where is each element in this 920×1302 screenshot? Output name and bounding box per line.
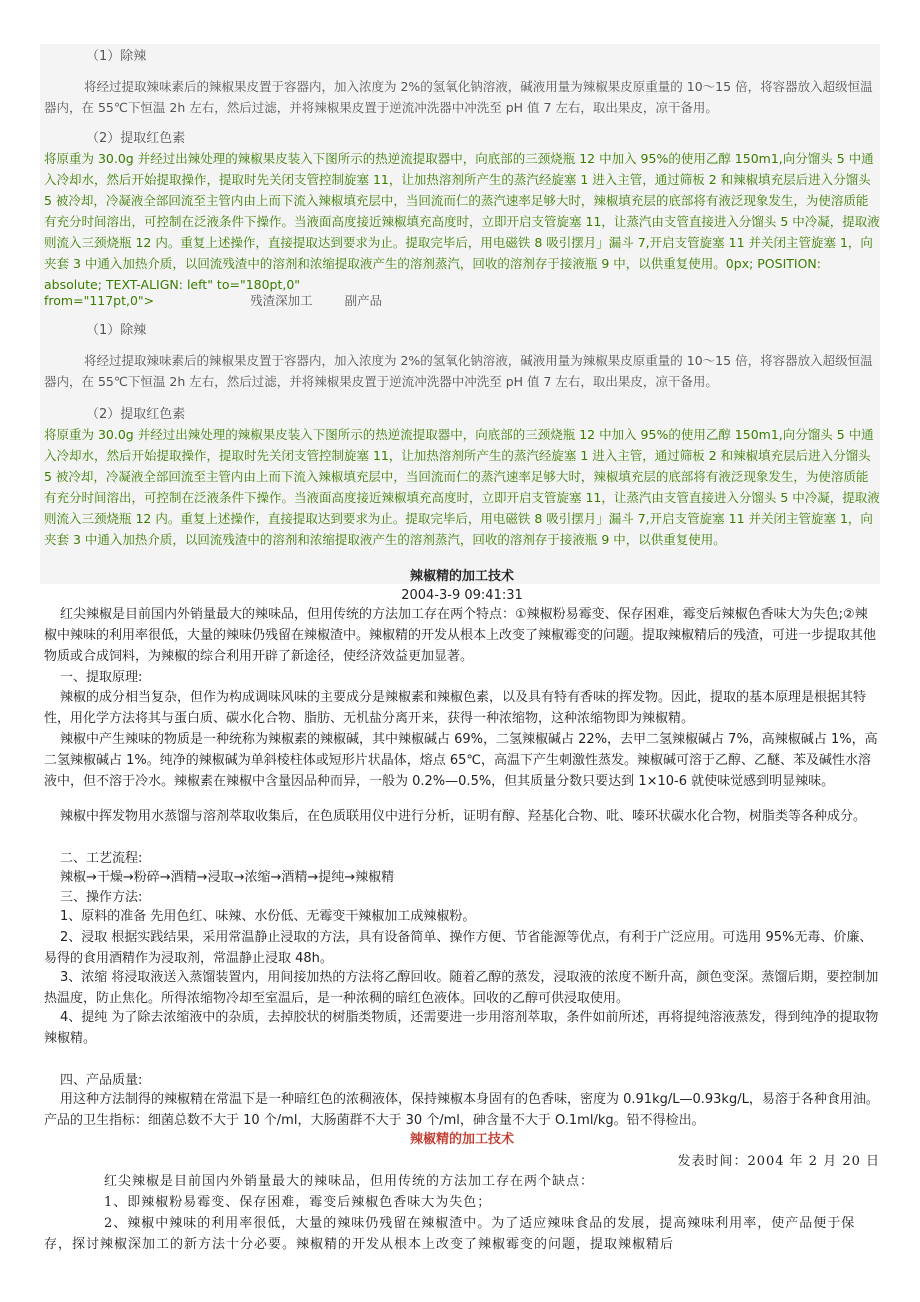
- article1-principle-p3: 辣椒中挥发物用水蒸馏与溶剂萃取收集后，在色质联用仪中进行分析，证明有醇、羟基化合物、吡、嗪环状碳水化合物，树脂类等各种成分。: [60, 809, 867, 824]
- excerpt-step2-text: 将原重为 30.0g 并经过出辣处理的辣椒果皮装入下图所示的热逆流提取器中，向底部的三颈烧瓶 12 中加入 95%的使用乙醇 150m1,向分馏头 5 中通入冷却水，然后开始提取操作，提取时先关闭支管控制旋塞 11，让加热溶剂所产生的蒸汽经旋塞 1 进入主管，通过筛板 2 和辣椒填充层后进入分馏头 5 被冷却，冷凝液全部回流至主管内由上而下流入辣椒填充层中，当回流而仁的蒸汽速率足够大时，辣椒填充层的底部将有液泛现象发生，为使溶质能有充分时间溶出，可控制在泛液条件下操作。当液面高度接近辣椒填充高度时，立即开启支管旋塞 11，让蒸汽由支管直接进入分馏头 5 中冷凝，提取液则流入三颈烧瓶 12 内。重复上述操作，直接提取达到要求为止。提取完毕后，用电磁铁 8 吸引摆月」漏斗 7,开启支管旋塞 11 并关闭主管旋塞 1，向夹套 3 中通入加热介质，以回流残渣中的溶剂和浓缩提取液产生的溶剂蒸汽，回收的溶剂存于接液瓶 9 中，以供重复使用。0px; POSITION: absolute; TEXT-ALIGN: left" to="180pt,0": [44, 151, 880, 292]
- article1-step-1: 1、原料的准备 先用色红、味辣、水份低、无霉变干辣椒加工成辣椒粉。: [60, 909, 476, 924]
- article1-step-3: 3、浓缩 将浸取液送入蒸馏装置内，用间接加热的方法将乙醇回收。随着乙醇的蒸发，浸取液的浓度不断升高，颜色变深。蒸馏后期，要控制加热温度，防止焦化。所得浓缩物冷却至室温后，是一种浓稠的暗红色液体。回收的乙醇可供浸取使用。: [44, 970, 879, 1006]
- excerpt-step1-heading: （1）除辣: [86, 49, 147, 64]
- excerpt-step2-text-repeat: 将原重为 30.0g 并经过出辣处理的辣椒果皮装入下图所示的热逆流提取器中，向底部的三颈烧瓶 12 中加入 95%的使用乙醇 150m1,向分馏头 5 中通入冷却水，然后开始提取操作，提取时先关闭支管控制旋塞 11，让加热溶剂所产生的蒸汽经旋塞 1 进入主管，通过筛板 2 和辣椒填充层后进入分馏头 5 被冷却，冷凝液全部回流至主管内由上而下流入辣椒填充层中，当回流而仁的蒸汽速率足够大时，辣椒填充层的底部将有液泛现象发生，为使溶质能有充分时间溶出，可控制在泛液条件下操作。当液面高度接近辣椒填充高度时，立即开启支管旋塞 11，让蒸汽由支管直接进入分馏头 5 中冷凝，提取液则流入三颈烧瓶 12 内。重复上述操作，直接提取达到要求为止。提取完毕后，用电磁铁 8 吸引摆月」漏斗 7,开启支管旋塞 11 并关闭主管旋塞 1，向夹套 3 中通入加热介质，以回流残渣中的溶剂和浓缩提取液产生的溶剂蒸汽，回收的溶剂存于接液瓶 9 中，以供重复使用。: [44, 427, 880, 547]
- excerpt-tag-residue: 残渣深加工: [250, 293, 313, 308]
- article2-date: 发表时间：2004 年 2 月 20 日: [677, 1154, 880, 1169]
- article1-date: 2004-3-9 09:41:31: [401, 588, 523, 603]
- excerpt-from-line: [44, 290, 880, 311]
- excerpt-from-text: from="117pt,0">: [44, 293, 155, 308]
- article1-heading-method: 三、操作方法:: [60, 890, 143, 905]
- article2-point-2: 2、辣椒中辣味的利用率很低，大量的辣味仍残留在辣椒渣中。为了适应辣味食品的发展，提高辣味利用率，使产品便于保存，探讨辣椒深加工的新方法十分必要。辣椒精的开发从根本上改变了辣椒霉变的问题，提取辣椒精后: [44, 1216, 856, 1252]
- article1-heading-quality: 四、产品质量:: [60, 1073, 143, 1088]
- article1-intro: 红尖辣椒是目前国内外销量最大的辣味品，但用传统的方法加工存在两个特点：①辣椒粉易霉变、保存困难，霉变后辣椒色香味大为失色;②辣椒中辣味的利用率很低，大量的辣味仍残留在辣椒渣中。辣椒精的开发从根本上改变了辣椒霉变的问题。提取辣椒精后的残渣，可进一步提取其他物质或合成饲料，为辣椒的综合利用开辟了新途径，使经济效益更加显著。: [44, 607, 877, 664]
- excerpt-step2-heading: （2）提取红色素: [86, 131, 186, 146]
- article1-step-2: 2、浸取 根据实践结果，采用常温静止浸取的方法，具有设备简单、操作方便、节省能源等优点，有利于广泛应用。可选用 95%无毒、价廉、易得的食用酒精作为浸取剂，常温静止浸取 48h。: [44, 930, 873, 966]
- article1-principle-p1: 辣椒的成分相当复杂，但作为构成调味风味的主要成分是辣椒素和辣椒色素，以及具有特有香味的挥发物。因此，提取的基本原理是根据其特性，用化学方法将其与蛋白质、碳水化合物、脂肪、无机盐分离开来，获得一种浓缩物，这种浓缩物即为辣椒精。: [44, 690, 867, 726]
- article1-principle-p2: 辣椒中产生辣味的物质是一种统称为辣椒素的辣椒碱，其中辣椒碱占 69%，二氢辣椒碱占 22%，去甲二氢辣椒碱占 7%，高辣椒碱占 1%，高二氢辣椒碱占 1%。纯净的辣椒碱为单斜棱柱体或短形片状晶体，熔点 65℃，高温下产生刺激性蒸发。辣椒碱可溶于乙醇、乙醚、苯及碱性水溶液中，但不溶于冷水。辣椒素在辣椒中含量因品种而异，一般为 0.2%—0.5%，但其质量分数只要达到 1×10-6 就使味觉感到明显辣味。: [44, 732, 878, 789]
- article2-intro: 红尖辣椒是目前国内外销量最大的辣味品，但用传统的方法加工存在两个缺点：: [104, 1174, 595, 1189]
- article2-title: 辣椒精的加工技术: [409, 1132, 514, 1147]
- article1-heading-flow: 二、工艺流程:: [60, 851, 143, 866]
- excerpt-step1-heading-repeat: （1）除辣: [86, 323, 147, 338]
- article2-point-1: 1、即辣椒粉易霉变、保存困难，霉变后辣椒色香味大为失色；: [104, 1195, 492, 1210]
- article1-title: 辣椒精的加工技术: [409, 569, 514, 584]
- article1-step-4: 4、提纯 为了除去浓缩液中的杂质，去掉胶状的树脂类物质，还需要进一步用溶剂萃取，条件如前所述，再将提纯溶液蒸发，得到纯净的提取物辣椒精。: [44, 1010, 879, 1046]
- article1-heading-principle: 一、提取原理:: [60, 670, 143, 685]
- article1-flow: 辣椒→干燥→粉碎→酒精→浸取→浓缩→酒精→提纯→辣椒精: [60, 870, 395, 885]
- excerpt-step1-text: 将经过提取辣味素后的辣椒果皮置于容器内，加入浓度为 2%的氢氧化钠溶液，碱液用量为辣椒果皮原重量的 10～15 倍，将容器放入超级恒温器内，在 55℃下恒温 2h 左右，然后过滤，并将辣椒果皮置于逆流冲洗器中冲洗至 pH 值 7 左右，取出果皮，凉干备用。: [44, 79, 873, 115]
- excerpt-step1-text-repeat: 将经过提取辣味素后的辣椒果皮置于容器内，加入浓度为 2%的氢氧化钠溶液，碱液用量为辣椒果皮原重量的 10～15 倍，将容器放入超级恒温器内，在 55℃下恒温 2h 左右，然后过滤，并将辣椒果皮置于逆流冲洗器中冲洗至 pH 值 7 左右，取出果皮，凉干备用。: [44, 353, 873, 389]
- article1-quality: 用这种方法制得的辣椒精在常温下是一种暗红色的浓稠液体，保持辣椒本身固有的色香味，密度为 0.91kg/L—0.93kg/L，易溶于各种食用油。产品的卫生指标：细菌总数不大于 10 个/ml，大肠菌群不大于 30 个/ml，砷含量不大于 O.1ml/kg。铅不得检出。: [44, 1092, 879, 1128]
- excerpt-step2-heading-repeat: （2）提取红色素: [86, 407, 186, 422]
- excerpt-tag-byproduct: 副产品: [344, 293, 383, 308]
